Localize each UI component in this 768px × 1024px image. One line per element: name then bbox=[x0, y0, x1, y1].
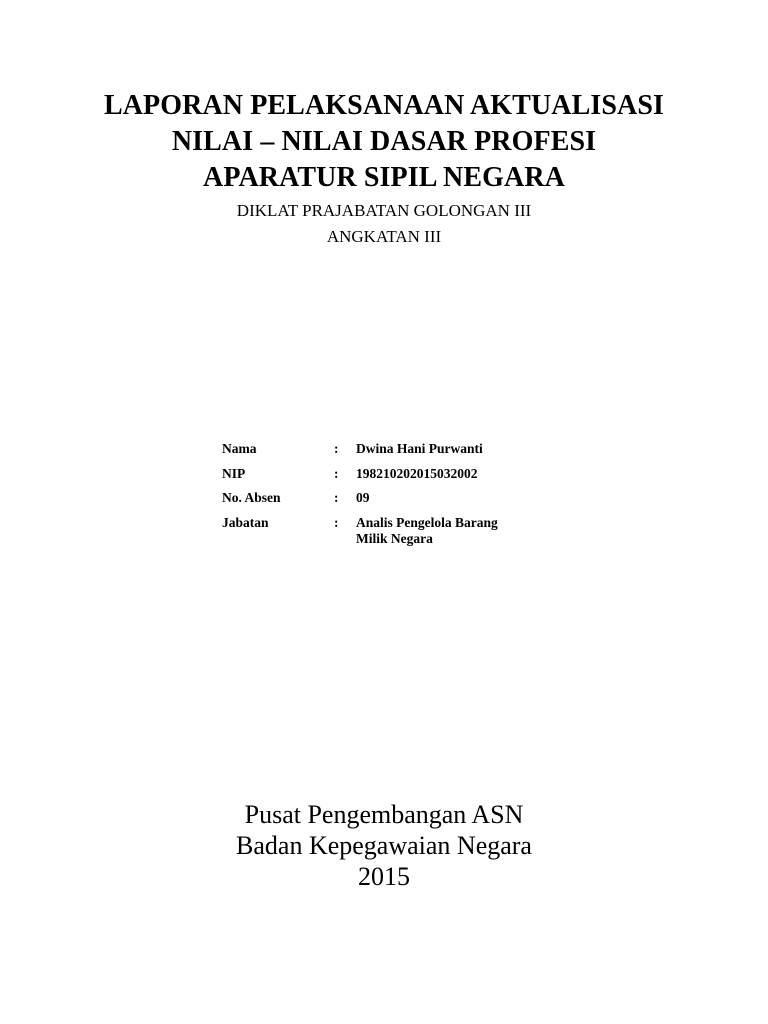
identity-row-name bbox=[222, 441, 546, 466]
report-title-line-3: APARATUR SIPIL NEGARA bbox=[203, 162, 565, 193]
absen-label: No. Absen bbox=[222, 490, 281, 505]
institution-center: Pusat Pengembangan ASN bbox=[244, 800, 524, 829]
identity-row-nip bbox=[222, 466, 546, 491]
nip-value: 198210202015032002 bbox=[356, 465, 478, 481]
jabatan-value: Analis Pengelola Barang Milik Negara bbox=[356, 514, 498, 546]
institution-footer bbox=[0, 799, 768, 892]
nip-label: NIP bbox=[222, 465, 246, 481]
report-year: 2015 bbox=[358, 862, 410, 891]
institution-agency: Badan Kepegawaian Negara bbox=[236, 831, 532, 860]
absen-value: 09 bbox=[356, 490, 370, 505]
name-value: Dwina Hani Purwanti bbox=[356, 441, 483, 456]
report-title-line-1: LAPORAN PELAKSANAAN AKTUALISASI bbox=[103, 90, 665, 121]
identity-row-absen bbox=[222, 490, 546, 515]
cover-title-block bbox=[0, 88, 768, 250]
name-separator: : bbox=[334, 441, 339, 456]
report-title-line-2: NILAI – NILAI DASAR PROFESI bbox=[171, 126, 597, 157]
nip-separator: : bbox=[334, 465, 339, 481]
name-label: Nama bbox=[222, 441, 257, 456]
jabatan-separator: : bbox=[334, 514, 339, 530]
training-subtitle: DIKLAT PRAJABATAN GOLONGAN III bbox=[236, 201, 532, 220]
jabatan-label: Jabatan bbox=[222, 514, 269, 530]
identity-table bbox=[222, 441, 546, 547]
absen-separator: : bbox=[334, 490, 339, 505]
batch-subtitle: ANGKATAN III bbox=[326, 227, 442, 246]
identity-row-jabatan bbox=[222, 515, 546, 547]
